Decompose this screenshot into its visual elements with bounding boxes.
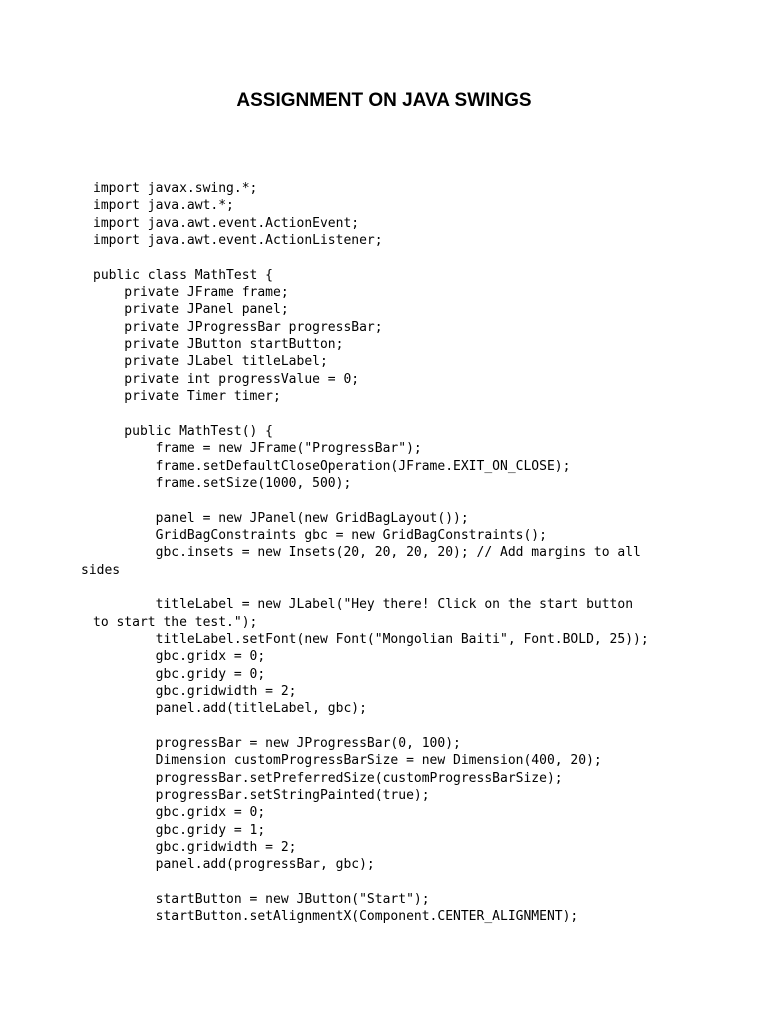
- document-title: ASSIGNMENT ON JAVA SWINGS: [236, 90, 532, 111]
- code-line: private JButton startButton;: [93, 337, 344, 353]
- code-line: private JFrame frame;: [93, 285, 289, 301]
- code-line: progressBar.setPreferredSize(customProgressBarSize);: [93, 770, 563, 786]
- code-line: private Timer timer;: [93, 389, 281, 405]
- code-line: titleLabel.setFont(new Font("Mongolian Baiti", Font.BOLD, 25));: [93, 631, 649, 647]
- code-line: public MathTest() {: [93, 423, 274, 439]
- code-line: import java.awt.event.ActionEvent;: [93, 215, 360, 231]
- code-line: private JLabel titleLabel;: [93, 354, 328, 370]
- code-line: gbc.gridx = 0;: [93, 649, 266, 665]
- code-line: sides: [81, 562, 121, 578]
- code-line: [93, 579, 693, 596]
- code-line: private JProgressBar progressBar;: [93, 319, 383, 335]
- code-line: import java.awt.event.ActionListener;: [93, 233, 383, 249]
- code-line: progressBar.setStringPainted(true);: [93, 788, 430, 804]
- code-line: gbc.gridy = 0;: [93, 666, 266, 682]
- code-line: import java.awt.*;: [93, 198, 234, 214]
- code-line: titleLabel = new JLabel("Hey there! Click on the start button: [93, 597, 634, 613]
- code-line: panel.add(progressBar, gbc);: [93, 857, 375, 873]
- code-line: frame.setDefaultCloseOperation(JFrame.EXIT_ON_CLOSE);: [93, 458, 571, 474]
- code-line: private JPanel panel;: [93, 302, 289, 318]
- code-line: private int progressValue = 0;: [93, 371, 360, 387]
- code-line: panel.add(titleLabel, gbc);: [93, 701, 367, 717]
- code-line: progressBar = new JProgressBar(0, 100);: [93, 736, 461, 751]
- code-line: public class MathTest {: [93, 267, 274, 283]
- code-line: [93, 874, 693, 891]
- code-line: startButton = new JButton("Start");: [93, 892, 430, 908]
- code-line: gbc.gridy = 1;: [93, 822, 266, 838]
- code-line: [93, 492, 693, 509]
- code-line: gbc.gridwidth = 2;: [93, 683, 297, 699]
- code-line: gbc.gridwidth = 2;: [93, 840, 297, 856]
- code-listing: [81, 180, 693, 926]
- code-line: frame = new JFrame("ProgressBar");: [93, 441, 422, 457]
- code-line: [93, 249, 693, 266]
- code-line: frame.setSize(1000, 500);: [93, 475, 352, 491]
- code-line: GridBagConstraints gbc = new GridBagConstraints();: [93, 527, 547, 543]
- code-line: to start the test.");: [93, 614, 258, 630]
- code-line: gbc.gridx = 0;: [93, 805, 266, 821]
- code-line: panel = new JPanel(new GridBagLayout());: [93, 510, 469, 526]
- code-line: Dimension customProgressBarSize = new Dimension(400, 20);: [93, 753, 602, 769]
- code-line: startButton.setAlignmentX(Component.CENTER_ALIGNMENT);: [93, 909, 579, 925]
- code-line: gbc.insets = new Insets(20, 20, 20, 20); // Add margins to all: [93, 545, 641, 561]
- code-line: [93, 718, 693, 735]
- code-line: import javax.swing.*;: [93, 181, 258, 196]
- code-line: [93, 405, 693, 422]
